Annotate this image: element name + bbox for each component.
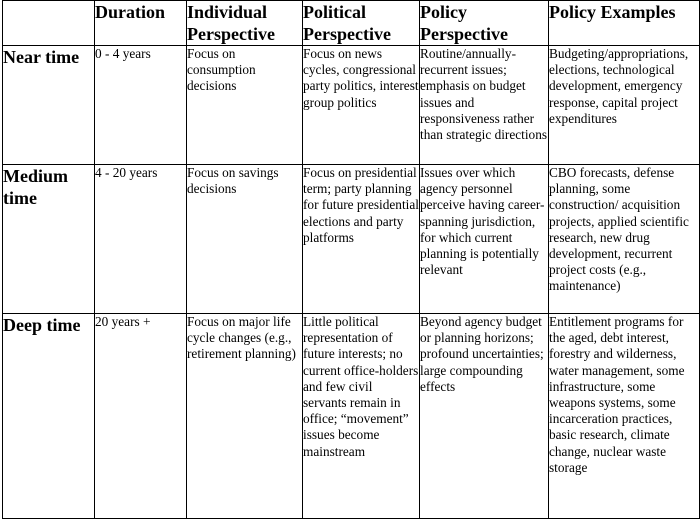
policy-perspective-cell: Beyond agency budget or planning horizons; profound uncertainties; large compounding effects xyxy=(420,314,549,519)
policy-perspective-cell: Routine/annually-recurrent issues; emphasis on budget issues and responsiveness rather than strategic directions xyxy=(420,46,549,165)
header-duration: Duration xyxy=(95,1,187,46)
header-row xyxy=(3,1,700,46)
table-row-medium-time xyxy=(3,165,700,314)
row-label-deep-time: Deep time xyxy=(3,314,95,519)
table-row-deep-time xyxy=(3,314,700,519)
time-horizon-table xyxy=(2,0,700,519)
policy-perspective-cell: Issues over which agency personnel perceive having career-spanning jurisdiction, for which current planning is potentially relevant xyxy=(420,165,549,314)
header-policy-examples: Policy Examples xyxy=(549,1,700,46)
individual-perspective-cell: Focus on major life cycle changes (e.g., retirement planning) xyxy=(187,314,303,519)
duration-cell: 0 - 4 years xyxy=(95,46,187,165)
individual-perspective-cell: Focus on consumption decisions xyxy=(187,46,303,165)
header-policy-perspective: Policy Perspective xyxy=(420,1,549,46)
duration-cell: 20 years + xyxy=(95,314,187,519)
duration-cell: 4 - 20 years xyxy=(95,165,187,314)
table-row-near-time xyxy=(3,46,700,165)
policy-examples-cell: Entitlement programs for the aged, debt interest, forestry and wilderness, water management, some infrastructure, some weapons systems, some incarceration practices, basic research, climate change, nuclear waste storage xyxy=(549,314,700,519)
header-individual-perspective: Individual Perspective xyxy=(187,1,303,46)
policy-examples-cell: Budgeting/appropriations, elections, technological development, emergency response, capital project expenditures xyxy=(549,46,700,165)
political-perspective-cell: Focus on news cycles, congressional party politics, interest group politics xyxy=(303,46,420,165)
row-label-near-time: Near time xyxy=(3,46,95,165)
row-label-medium-time: Medium time xyxy=(3,165,95,314)
individual-perspective-cell: Focus on savings decisions xyxy=(187,165,303,314)
header-political-perspective: Political Perspective xyxy=(303,1,420,46)
political-perspective-cell: Little political representation of future interests; no current office-holders and few civil servants remain in office; “movement” issues become mainstream xyxy=(303,314,420,519)
header-blank-cell xyxy=(3,1,95,46)
political-perspective-cell: Focus on presidential term; party planning for future presidential elections and party platforms xyxy=(303,165,420,314)
policy-examples-cell: CBO forecasts, defense planning, some construction/ acquisition projects, applied scientific research, new drug development, recurrent project costs (e.g., maintenance) xyxy=(549,165,700,314)
